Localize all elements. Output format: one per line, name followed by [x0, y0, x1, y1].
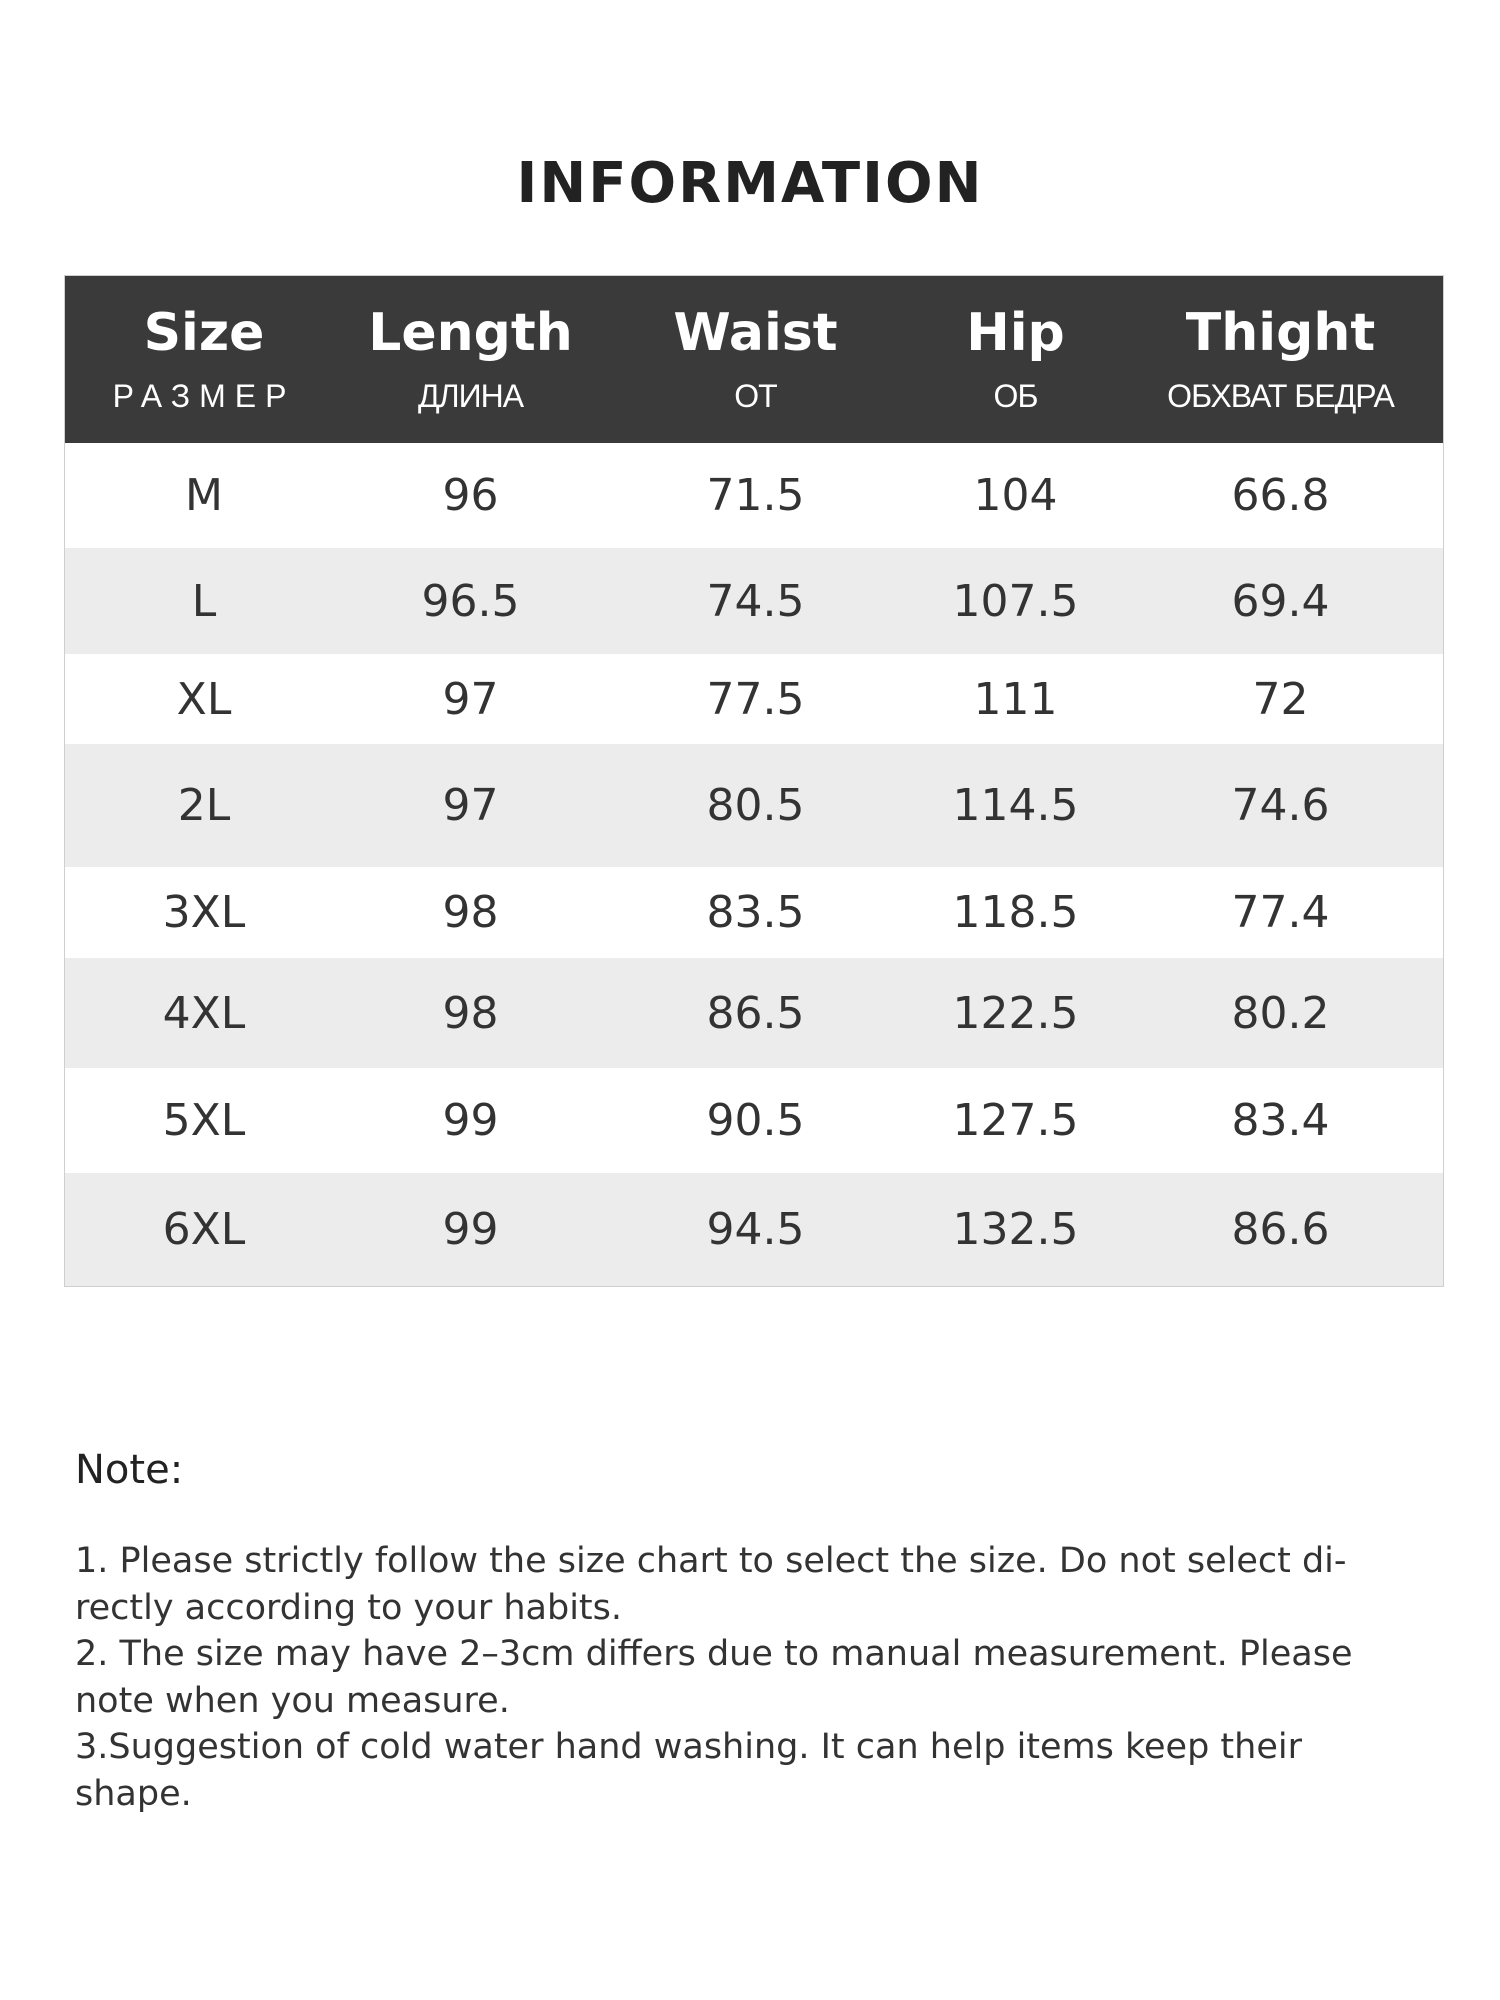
cell-size: XL: [176, 673, 232, 725]
cell-hip: 107.5: [952, 575, 1079, 627]
table-row: [65, 548, 1443, 654]
note-item: 1. Please strictly follow the size chart to select the size. Do not select di-rectly according to your habits.: [75, 1541, 1347, 1628]
note-item: 2. The size may have 2–3cm differs due to manual measurement. Please note when you measure.: [75, 1634, 1353, 1721]
cell-length: 99: [442, 1095, 499, 1146]
cell-hip: 111: [973, 673, 1058, 725]
cell-waist: 74.5: [706, 575, 805, 627]
cell-waist: 71.5: [706, 470, 805, 521]
table-row: [65, 1173, 1443, 1286]
table-row: [65, 443, 1443, 548]
cell-waist: 77.5: [706, 673, 805, 725]
table-row: [65, 958, 1443, 1068]
header-label: Thight: [1185, 302, 1376, 363]
header-sublabel: ОБ: [993, 377, 1038, 414]
cell-waist: 90.5: [706, 1095, 805, 1146]
cell-length: 98: [442, 987, 499, 1039]
cell-hip: 132.5: [952, 1204, 1079, 1255]
cell-thight: 80.2: [1231, 987, 1330, 1039]
header-sublabel: РАЗМЕР: [112, 377, 296, 414]
cell-thight: 74.6: [1231, 780, 1330, 831]
header-cell-length: [343, 276, 598, 443]
cell-length: 98: [442, 887, 499, 938]
header-sublabel: ДЛИНА: [417, 377, 524, 414]
cell-hip: 114.5: [952, 780, 1079, 831]
cell-size: L: [191, 575, 217, 627]
note-title: Note:: [75, 1447, 184, 1493]
header-sublabel: ОБХВАТ БЕДРА: [1167, 377, 1394, 414]
table-row: [65, 744, 1443, 867]
cell-thight: 77.4: [1231, 887, 1330, 938]
header-cell-hip: [913, 276, 1118, 443]
cell-length: 97: [442, 780, 499, 831]
cell-waist: 86.5: [706, 987, 805, 1039]
header-cell-thight: [1118, 276, 1443, 443]
cell-size: 2L: [177, 780, 231, 831]
cell-length: 99: [442, 1204, 499, 1255]
cell-length: 96.5: [421, 575, 520, 627]
table-row: [65, 867, 1443, 958]
header-label: Length: [368, 302, 573, 363]
header-cell-size: [65, 276, 343, 443]
header-label: Hip: [966, 302, 1065, 363]
cell-thight: 72: [1252, 673, 1309, 725]
cell-size: 3XL: [162, 887, 246, 938]
note-list: [75, 1538, 1415, 1817]
cell-thight: 83.4: [1231, 1095, 1330, 1146]
size-chart-table: [64, 275, 1444, 1287]
table-row: [65, 1068, 1443, 1173]
cell-waist: 94.5: [706, 1204, 805, 1255]
cell-size: M: [185, 470, 223, 521]
cell-length: 96: [442, 470, 499, 521]
header-label: Size: [143, 302, 265, 363]
table-header: [65, 276, 1443, 443]
cell-thight: 66.8: [1231, 470, 1330, 521]
page-title: INFORMATION: [516, 151, 984, 216]
cell-hip: 127.5: [952, 1095, 1079, 1146]
cell-size: 6XL: [162, 1204, 246, 1255]
note-item: 3.Suggestion of cold water hand washing. It can help items keep their shape.: [75, 1727, 1302, 1814]
cell-size: 4XL: [162, 987, 246, 1039]
table-row: [65, 654, 1443, 744]
cell-thight: 86.6: [1231, 1204, 1330, 1255]
table-body: [65, 443, 1443, 1286]
cell-length: 97: [442, 673, 499, 725]
cell-hip: 104: [973, 470, 1058, 521]
header-sublabel: ОТ: [734, 377, 777, 414]
cell-hip: 122.5: [952, 987, 1079, 1039]
header-cell-waist: [598, 276, 913, 443]
cell-hip: 118.5: [952, 887, 1079, 938]
header-label: Waist: [673, 302, 838, 363]
cell-size: 5XL: [162, 1095, 246, 1146]
cell-thight: 69.4: [1231, 575, 1330, 627]
cell-waist: 80.5: [706, 780, 805, 831]
cell-waist: 83.5: [706, 887, 805, 938]
